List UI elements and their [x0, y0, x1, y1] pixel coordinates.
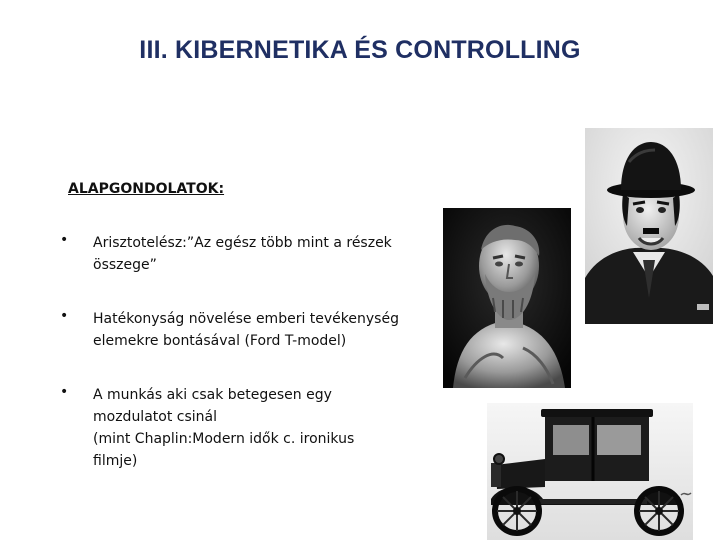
ford-car-icon [487, 403, 693, 540]
subheading: ALAPGONDOLATOK: [68, 181, 225, 197]
bullet-line: mozdulatot csinál [93, 409, 217, 425]
bullet-line: filmje) [93, 453, 138, 469]
bullet-line: összege” [93, 257, 157, 273]
bullet-icon: • [60, 384, 69, 400]
chaplin-portrait-icon [585, 128, 713, 324]
aristotle-bust-icon [443, 208, 571, 388]
bullet-line: Arisztotelész:”Az egész több mint a részek [93, 235, 392, 251]
bullet-text [93, 232, 438, 276]
bullet-line: (mint Chaplin:Modern idők c. ironikus [93, 431, 355, 447]
bullet-icon: • [60, 232, 69, 248]
chaplin-portrait-image [585, 128, 713, 324]
slide-title: III. KIBERNETIKA ÉS CONTROLLING [139, 36, 581, 64]
ford-model-t-image [487, 403, 693, 540]
bullet-icon: • [60, 308, 69, 324]
bullet-text [93, 384, 438, 472]
bullet-line: Hatékonyság növelése emberi tevékenység [93, 311, 399, 327]
aristotle-bust-image [443, 208, 571, 388]
bullet-line: elemekre bontásával (Ford T-model) [93, 333, 347, 349]
bullet-text [93, 308, 438, 352]
bullet-line: A munkás aki csak betegesen egy [93, 387, 332, 403]
